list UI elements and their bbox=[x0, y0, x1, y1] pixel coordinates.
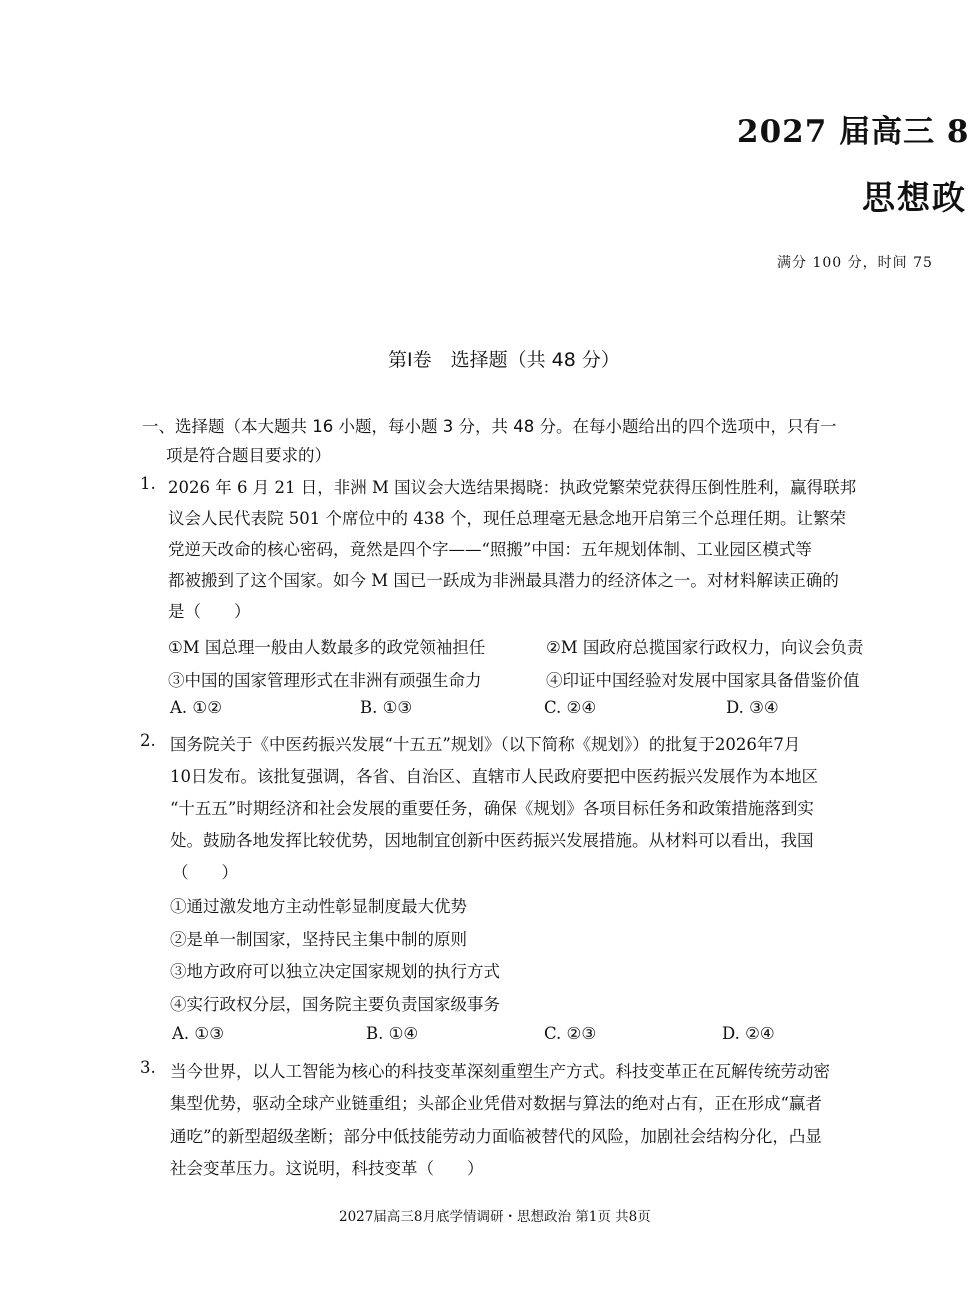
question-text-line: 处。鼓励各地发挥比较优势，因地制宜创新中医药振兴发展措施。从材料可以看出，我国 bbox=[170, 831, 814, 850]
statement-option: ③地方政府可以独立决定国家规划的执行方式 bbox=[170, 962, 500, 981]
statement-option: ③中国的国家管理形式在非洲有顽强生命力 bbox=[168, 671, 482, 690]
exam-title: 2027 届高三 8 bbox=[737, 114, 969, 150]
question-number: 2. bbox=[140, 731, 156, 750]
statement-option: ②M 国政府总揽国家行政权力，向议会负责 bbox=[546, 638, 864, 657]
answer-choice[interactable]: D. ③④ bbox=[726, 698, 779, 717]
question-text-line: 社会变革压力。这说明，科技变革（ ） bbox=[170, 1159, 484, 1178]
statement-option: ④实行政权分层，国务院主要负责国家级事务 bbox=[170, 995, 500, 1014]
question-text-line: 2026 年 6 月 21 日，非洲 M 国议会大选结果揭晓：执政党繁荣党获得压倒性胜利，赢得联邦 bbox=[168, 478, 857, 497]
question-text-line: 党逆天改命的核心密码，竟然是四个字——“照搬”中国：五年规划体制、工业园区模式等 bbox=[168, 540, 812, 559]
section-heading: 第Ⅰ卷 选择题（共 48 分） bbox=[388, 349, 620, 371]
answer-choice[interactable]: B. ①④ bbox=[366, 1024, 419, 1043]
exam-meta: 满分 100 分，时间 75 bbox=[777, 255, 933, 271]
answer-choice[interactable]: D. ②④ bbox=[722, 1024, 775, 1043]
question-text-line: 集型优势，驱动全球产业链重组；头部企业凭借对数据与算法的绝对占有，正在形成“赢者 bbox=[170, 1094, 822, 1113]
instruction-line: 一、选择题（本大题共 16 小题，每小题 3 分，共 48 分。在每小题给出的四个选项中，只有一 bbox=[142, 417, 837, 436]
instruction-line: 项是符合题目要求的） bbox=[166, 446, 331, 465]
question-text-line: 当今世界，以人工智能为核心的科技变革深刻重塑生产方式。科技变革正在瓦解传统劳动密 bbox=[170, 1062, 830, 1081]
answer-choice[interactable]: B. ①③ bbox=[360, 698, 413, 717]
question-text-line: （ ） bbox=[172, 863, 238, 882]
answer-choice[interactable]: A. ①③ bbox=[172, 1024, 224, 1043]
question-number: 1. bbox=[140, 474, 156, 493]
question-text-line: 都被搬到了这个国家。如今 M 国已一跃成为非洲最具潜力的经济体之一。对材料解读正确的 bbox=[168, 571, 839, 590]
statement-option: ①M 国总理一般由人数最多的政党领袖担任 bbox=[168, 638, 486, 657]
statement-option: ②是单一制国家，坚持民主集中制的原则 bbox=[170, 930, 467, 949]
answer-choice[interactable]: A. ①② bbox=[170, 698, 222, 717]
question-text-line: 是（ ） bbox=[168, 602, 251, 621]
question-number: 3. bbox=[140, 1058, 156, 1077]
question-text-line: 通吃”的新型超级垄断；部分中低技能劳动力面临被替代的风险，加剧社会结构分化，凸显 bbox=[170, 1127, 822, 1146]
page-footer: 2027届高三8月底学情调研・思想政治 第1页 共8页 bbox=[339, 1209, 651, 1225]
question-text-line: 议会人民代表院 501 个席位中的 438 个，现任总理毫无悬念地开启第三个总理任期。让繁荣 bbox=[168, 509, 846, 528]
statement-option: ④印证中国经验对发展中国家具备借鉴价值 bbox=[546, 671, 860, 690]
statement-option: ①通过激发地方主动性彰显制度最大优势 bbox=[170, 897, 467, 916]
answer-choice[interactable]: C. ②④ bbox=[544, 698, 597, 717]
question-text-line: 国务院关于《中医药振兴发展“十五五”规划》（以下简称《规划》）的批复于2026年7月 bbox=[170, 735, 801, 754]
subject-title: 思想政 bbox=[862, 178, 967, 217]
answer-choice[interactable]: C. ②③ bbox=[544, 1024, 597, 1043]
question-text-line: 10日发布。该批复强调，各省、自治区、直辖市人民政府要把中医药振兴发展作为本地区 bbox=[170, 767, 818, 786]
question-text-line: “十五五”时期经济和社会发展的重要任务，确保《规划》各项目标任务和政策措施落到实 bbox=[170, 799, 814, 818]
